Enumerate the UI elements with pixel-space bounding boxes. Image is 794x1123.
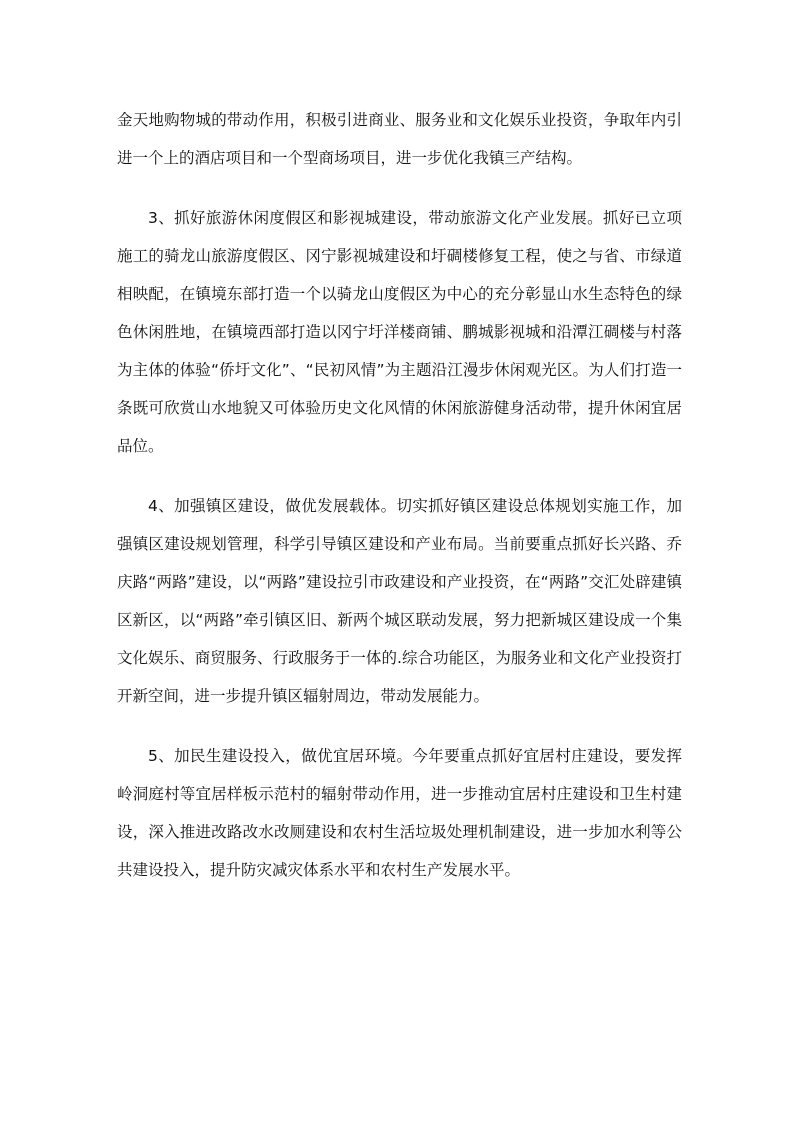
paragraph-town-construction: 4、加强镇区建设，做优发展载体。切实抓好镇区建设总体规划实施工作，加强镇区建设规划管理，科学引导镇区建设和产业布局。当前要重点抓好长兴路、乔庆路“两路”建设，以“两路”建设拉引市政建设和产业投资，在“两路”交汇处辟建镇区新区，以“两路”牵引镇区旧、新两个城区联动发展，努力把新城区建设成一个集文化娱乐、商贸服务、行政服务于一体的.综合功能区，为服务业和文化产业投资打开新空间，进一步提升镇区辐射周边，带动发展能力。 [117, 497, 682, 705]
paragraph-livelihood: 5、加民生建设投入，做优宜居环境。今年要重点抓好宜居村庄建设，要发挥岭洞庭村等宜居样板示范村的辐射带动作用，进一步推动宜居村庄建设和卫生村建设，深入推进改路改水改厕建设和农村生活垃圾处理机制建设，进一步加水利等公共建设投入，提升防灾减灾体系水平和农村生产发展水平。 [117, 747, 682, 879]
document-body [117, 101, 682, 889]
paragraph-continuation: 金天地购物城的带动作用，积极引进商业、服务业和文化娱乐业投资，争取年内引进一个上的酒店项目和一个型商场项目，进一步优化我镇三产结构。 [117, 111, 682, 167]
paragraph-tourism: 3、抓好旅游休闲度假区和影视城建设，带动旅游文化产业发展。抓好已立项施工的骑龙山旅游度假区、冈宁影视城建设和圩碉楼修复工程，使之与省、市绿道相映配，在镇境东部打造一个以骑龙山度假区为中心的充分彰显山水生态特色的绿色休闲胜地，在镇境西部打造以冈宁圩洋楼商铺、鹏城影视城和沿潭江碉楼与村落为主体的体验“侨圩文化”、“民初风情”为主题沿江漫步休闲观光区。为人们打造一条既可欣赏山水地貌又可体验历史文化风情的休闲旅游健身活动带，提升休闲宜居品位。 [117, 209, 682, 455]
